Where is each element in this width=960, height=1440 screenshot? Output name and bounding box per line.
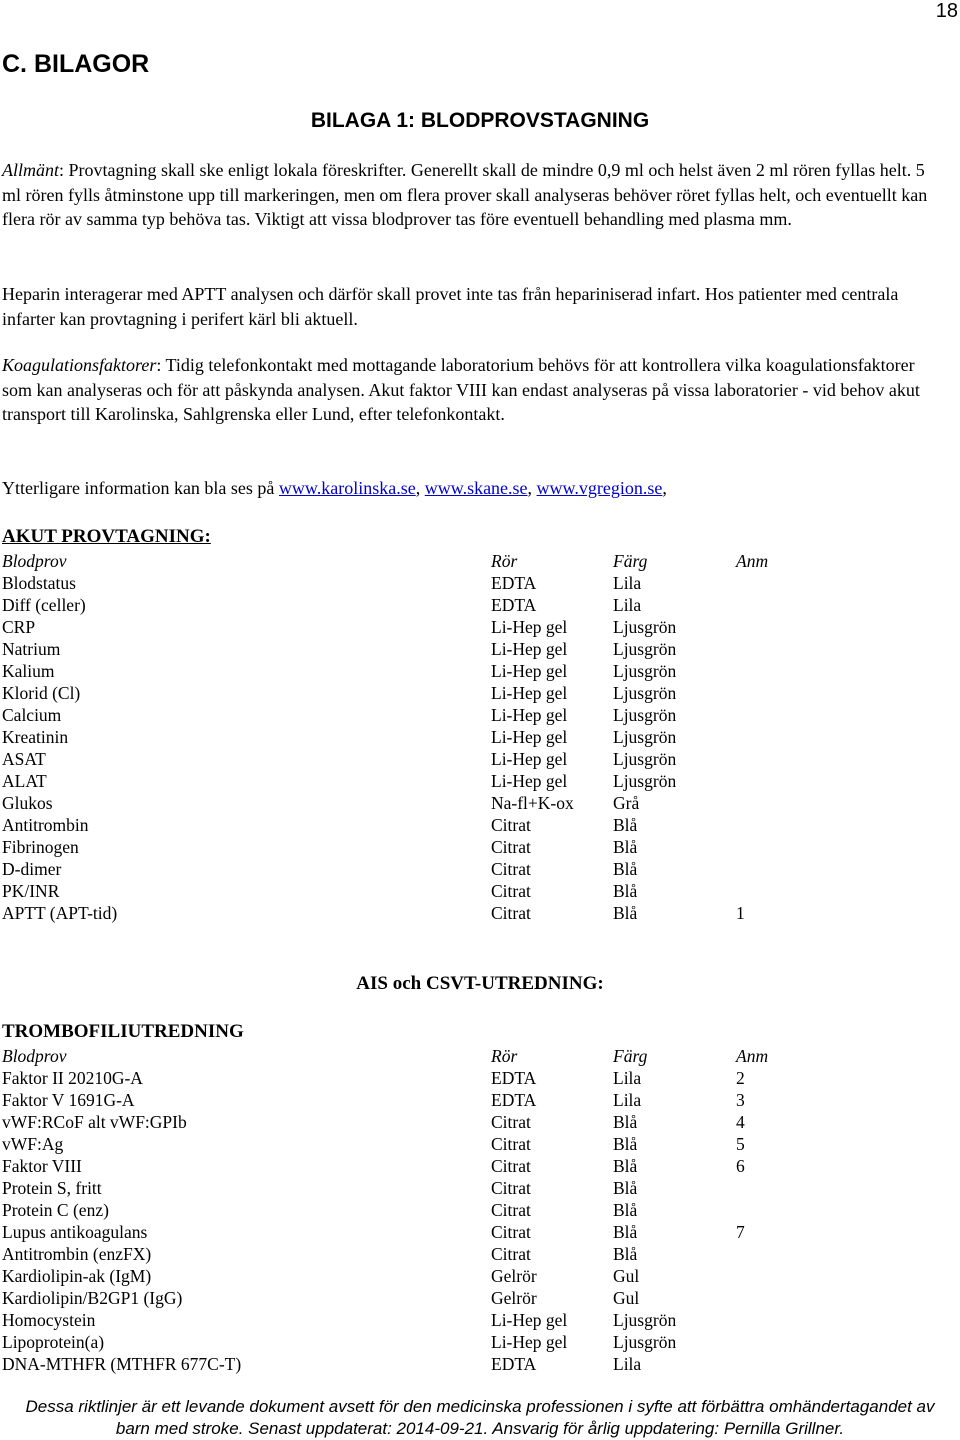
cell-blodprov: Kardiolipin-ak (IgM) [2,1266,152,1286]
cell-ror: Li-Hep gel [491,771,568,791]
akut-table [2,550,902,924]
cell-farg: Ljusgrön [613,727,677,747]
link-vgregion[interactable]: www.vgregion.se [536,478,663,498]
table-row [2,1265,902,1287]
cell-farg: Blå [613,1112,638,1132]
section-title: C. BILAGOR [2,50,150,78]
cell-blodprov: D-dimer [2,859,62,879]
cell-blodprov: Diff (celler) [2,595,86,615]
cell-farg: Blå [613,1244,638,1264]
intro-label: Allmänt [2,160,59,180]
table-row [2,748,902,770]
cell-farg: Blå [613,1134,638,1154]
cell-blodprov: Kardiolipin/B2GP1 (IgG) [2,1288,183,1308]
footer-note [0,1396,960,1440]
table-row [2,1331,902,1353]
cell-anm: 5 [736,1134,745,1154]
heparin-paragraph: Heparin interagerar med APTT analysen och därför skall provet inte tas från hepariniserad infart. Hos patienter med centrala infarter kan provtagning i perifert kärl bli aktuell. [2,284,899,329]
cell-blodprov: Blodstatus [2,573,76,593]
cell-anm: 7 [736,1222,745,1242]
cell-blodprov: Homocystein [2,1310,96,1330]
cell-farg: Ljusgrön [613,639,677,659]
cell-ror: EDTA [491,1090,537,1110]
cell-blodprov: vWF:Ag [2,1134,64,1154]
table-header [2,550,902,572]
cell-ror: Citrat [491,815,531,835]
cell-farg: Blå [613,881,638,901]
cell-farg: Lila [613,1090,642,1110]
link-separator: , [527,478,537,498]
trailing-comma: , [662,478,667,498]
cell-farg: Blå [613,815,638,835]
intro-paragraph [2,158,942,232]
cell-ror: Citrat [491,1134,531,1154]
link-separator: , [415,478,425,498]
table-row [2,880,902,902]
cell-ror: Citrat [491,1112,531,1132]
table-row [2,1287,902,1309]
cell-ror: Citrat [491,1244,531,1264]
cell-ror: Li-Hep gel [491,749,568,769]
header-ror: Rör [491,551,518,571]
header-farg: Färg [613,1046,648,1066]
cell-farg: Blå [613,837,638,857]
cell-ror: Citrat [491,837,531,857]
cell-ror: EDTA [491,1068,537,1088]
table-row [2,858,902,880]
table-row [2,1353,902,1375]
cell-ror: Citrat [491,903,531,923]
cell-blodprov: Faktor VIII [2,1156,82,1176]
cell-farg: Gul [613,1266,640,1286]
trombo-heading: TROMBOFILIUTREDNING [2,1021,244,1042]
ais-heading: AIS och CSVT-UTREDNING: [356,973,604,994]
table-row [2,660,902,682]
cell-ror: Li-Hep gel [491,661,568,681]
header-farg: Färg [613,551,648,571]
cell-anm: 2 [736,1068,745,1088]
table-row [2,1155,902,1177]
cell-farg: Grå [613,793,640,813]
cell-farg: Blå [613,859,638,879]
cell-farg: Ljusgrön [613,1310,677,1330]
table-row [2,1067,902,1089]
cell-ror: Li-Hep gel [491,1332,568,1352]
cell-farg: Blå [613,1200,638,1220]
header-anm: Anm [736,551,769,571]
cell-blodprov: vWF:RCoF alt vWF:GPIb [2,1112,187,1132]
cell-anm: 6 [736,1156,745,1176]
table-row [2,1089,902,1111]
cell-farg: Lila [613,595,642,615]
cell-anm: 1 [736,903,745,923]
table-row [2,638,902,660]
cell-ror: EDTA [491,1354,537,1374]
cell-farg: Ljusgrön [613,1332,677,1352]
footer-line: barn med stroke. Senast uppdaterat: 2014-09-21. Ansvarig för årlig uppdatering: Pernilla Grillner. [115,1419,845,1438]
table-row [2,704,902,726]
table-row [2,726,902,748]
cell-ror: Li-Hep gel [491,705,568,725]
cell-farg: Blå [613,903,638,923]
cell-ror: EDTA [491,573,537,593]
link-karolinska[interactable]: www.karolinska.se [278,478,416,498]
table-row [2,1133,902,1155]
table-row [2,1221,902,1243]
cell-blodprov: Lipoprotein(a) [2,1332,105,1352]
cell-blodprov: Fibrinogen [2,837,79,857]
cell-blodprov: Antitrombin [2,815,89,835]
table-row [2,572,902,594]
cell-farg: Ljusgrön [613,705,677,725]
table-row [2,792,902,814]
cell-farg: Ljusgrön [613,771,677,791]
cell-blodprov: Protein S, fritt [2,1178,102,1198]
link-skane[interactable]: www.skane.se [424,478,528,498]
cell-anm: 3 [736,1090,745,1110]
cell-blodprov: APTT (APT-tid) [2,903,118,923]
table-row [2,1111,902,1133]
cell-ror: Citrat [491,1156,531,1176]
header-blodprov: Blodprov [2,1046,67,1066]
cell-blodprov: Faktor V 1691G-A [2,1090,135,1110]
cell-blodprov: Kreatinin [2,727,69,747]
cell-ror: Li-Hep gel [491,617,568,637]
table-row [2,594,902,616]
more-info-prefix: Ytterligare information kan bla ses på [2,478,279,498]
cell-ror: EDTA [491,595,537,615]
table-row [2,682,902,704]
cell-ror: Li-Hep gel [491,727,568,747]
table-row [2,1309,902,1331]
cell-farg: Lila [613,1354,642,1374]
cell-ror: Li-Hep gel [491,639,568,659]
cell-ror: Citrat [491,881,531,901]
koag-text: : Tidig telefonkontakt med mottagande laboratorium behövs för att kontrollera vilka koagulationsfaktorer som kan analyseras och för att påskynda analysen. Akut faktor VIII kan endast analyseras på vissa laboratorier - vid behov akut transport till Karolinska, Sahlgrenska eller Lund, efter telefonkontakt. [2,355,920,424]
cell-ror: Li-Hep gel [491,683,568,703]
akut-heading: AKUT PROVTAGNING: [2,526,211,547]
cell-ror: Gelrör [491,1288,537,1308]
cell-ror: Citrat [491,1200,531,1220]
cell-farg: Lila [613,573,642,593]
cell-blodprov: DNA-MTHFR (MTHFR 677C-T) [2,1354,242,1374]
cell-farg: Ljusgrön [613,661,677,681]
cell-ror: Citrat [491,1222,531,1242]
cell-farg: Blå [613,1156,638,1176]
footer-line: Dessa riktlinjer är ett levande dokument avsett för den medicinska professionen i syfte att förbättra omhändertagandet av [25,1397,935,1416]
cell-farg: Lila [613,1068,642,1088]
cell-blodprov: PK/INR [2,881,60,901]
cell-farg: Gul [613,1288,640,1308]
cell-blodprov: Antitrombin (enzFX) [2,1244,152,1264]
table-row [2,814,902,836]
table-header [2,1045,902,1067]
cell-blodprov: CRP [2,617,36,637]
koag-paragraph [2,353,942,427]
header-blodprov: Blodprov [2,551,67,571]
cell-anm: 4 [736,1112,745,1132]
more-info-paragraph [2,476,942,501]
table-row [2,1199,902,1221]
koag-label: Koagulationsfaktorer [2,355,157,375]
cell-blodprov: Natrium [2,639,61,659]
header-ror: Rör [491,1046,518,1066]
header-anm: Anm [736,1046,769,1066]
cell-ror: Li-Hep gel [491,1310,568,1330]
cell-farg: Ljusgrön [613,617,677,637]
table-row [2,836,902,858]
bilaga-title: BILAGA 1: BLODPROVSTAGNING [310,109,650,132]
trombo-table [2,1045,902,1375]
cell-blodprov: ALAT [2,771,47,791]
cell-ror: Citrat [491,1178,531,1198]
cell-blodprov: Calcium [2,705,62,725]
cell-ror: Na-fl+K-ox [491,793,574,813]
cell-blodprov: Kalium [2,661,55,681]
cell-ror: Citrat [491,859,531,879]
table-row [2,1243,902,1265]
page-number: 18 [935,0,958,22]
cell-blodprov: Lupus antikoagulans [2,1222,148,1242]
cell-farg: Blå [613,1222,638,1242]
table-row [2,770,902,792]
cell-farg: Ljusgrön [613,749,677,769]
cell-farg: Ljusgrön [613,683,677,703]
cell-blodprov: Klorid (Cl) [2,683,81,703]
cell-ror: Gelrör [491,1266,537,1286]
table-row [2,616,902,638]
intro-text: : Provtagning skall ske enligt lokala föreskrifter. Generellt skall de mindre 0,9 ml och helst även 2 ml rören fyllas helt. 5 ml rören fylls åtminstone upp till markeringen, men om flera prover skall analyseras behöver röret fyllas helt, och eventuellt kan flera rör av samma typ behöva tas. Viktigt att vissa blodprover tas före eventuell behandling med plasma mm. [2,160,928,229]
cell-blodprov: Protein C (enz) [2,1200,109,1220]
table-row [2,1177,902,1199]
cell-farg: Blå [613,1178,638,1198]
cell-blodprov: Glukos [2,793,53,813]
table-row [2,902,902,924]
cell-blodprov: ASAT [2,749,46,769]
cell-blodprov: Faktor II 20210G-A [2,1068,143,1088]
